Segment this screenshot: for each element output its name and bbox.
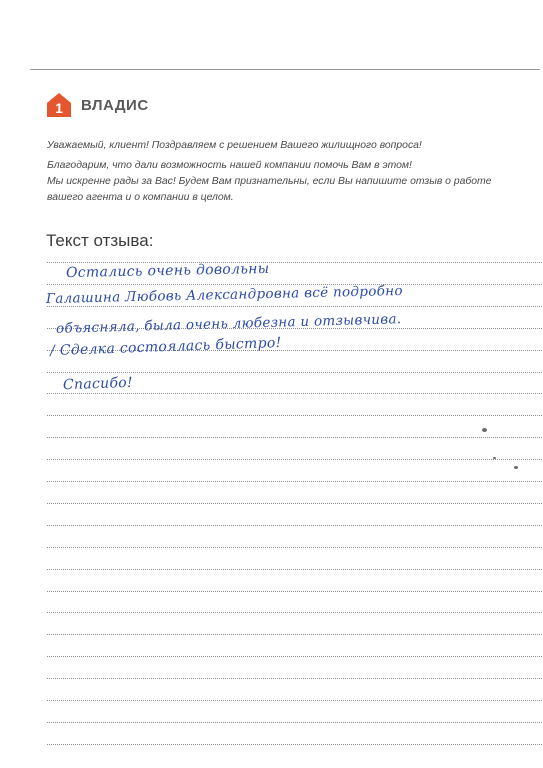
handwritten-line: Спасибо! — [62, 374, 134, 394]
ruled-line — [47, 678, 542, 679]
ruled-line — [47, 569, 542, 570]
request-line-continued: вашего агента и о компании в целом. — [47, 192, 234, 203]
scan-speck — [514, 466, 518, 469]
handwritten-line: Остались очень довольны — [65, 260, 270, 282]
ruled-line — [47, 744, 542, 745]
ruled-line — [47, 372, 542, 373]
ruled-line — [47, 612, 542, 613]
house-icon — [45, 91, 73, 119]
top-divider — [30, 69, 540, 70]
handwritten-line: / Сделка состоялась быстро! — [49, 334, 282, 360]
ruled-line — [47, 722, 542, 723]
logo-digit: 1 — [55, 100, 63, 116]
ruled-line — [47, 547, 542, 548]
brand-name: ВЛАДИС — [81, 96, 149, 114]
ruled-line — [47, 634, 542, 635]
ruled-line — [47, 459, 542, 460]
request-line: Мы искренне рады за Вас! Будем Вам признательны, если Вы напишите отзыв о работе — [47, 176, 492, 187]
handwritten-line: Галашина Любовь Александровна всё подробно — [45, 282, 403, 308]
handwritten-line: объясняла, была очень любезна и отзывчива. — [55, 311, 402, 337]
company-logo — [45, 91, 149, 119]
ruled-line — [47, 700, 542, 701]
scan-speck — [493, 457, 496, 459]
ruled-line — [47, 262, 542, 263]
review-heading: Текст отзыва: — [46, 231, 154, 250]
ruled-line — [47, 437, 542, 438]
ruled-line — [47, 306, 542, 307]
ruled-line — [47, 591, 542, 592]
greeting-line: Уважаемый, клиент! Поздравляем с решением Вашего жилищного вопроса! — [47, 140, 422, 151]
ruled-line — [47, 481, 542, 482]
thanks-line: Благодарим, что дали возможность нашей компании помочь Вам в этом! — [47, 160, 412, 171]
ruled-line — [47, 656, 542, 657]
ruled-line — [47, 525, 542, 526]
ruled-line — [47, 503, 542, 504]
ruled-line — [47, 415, 542, 416]
scan-speck — [482, 428, 487, 432]
ruled-line — [47, 393, 542, 394]
